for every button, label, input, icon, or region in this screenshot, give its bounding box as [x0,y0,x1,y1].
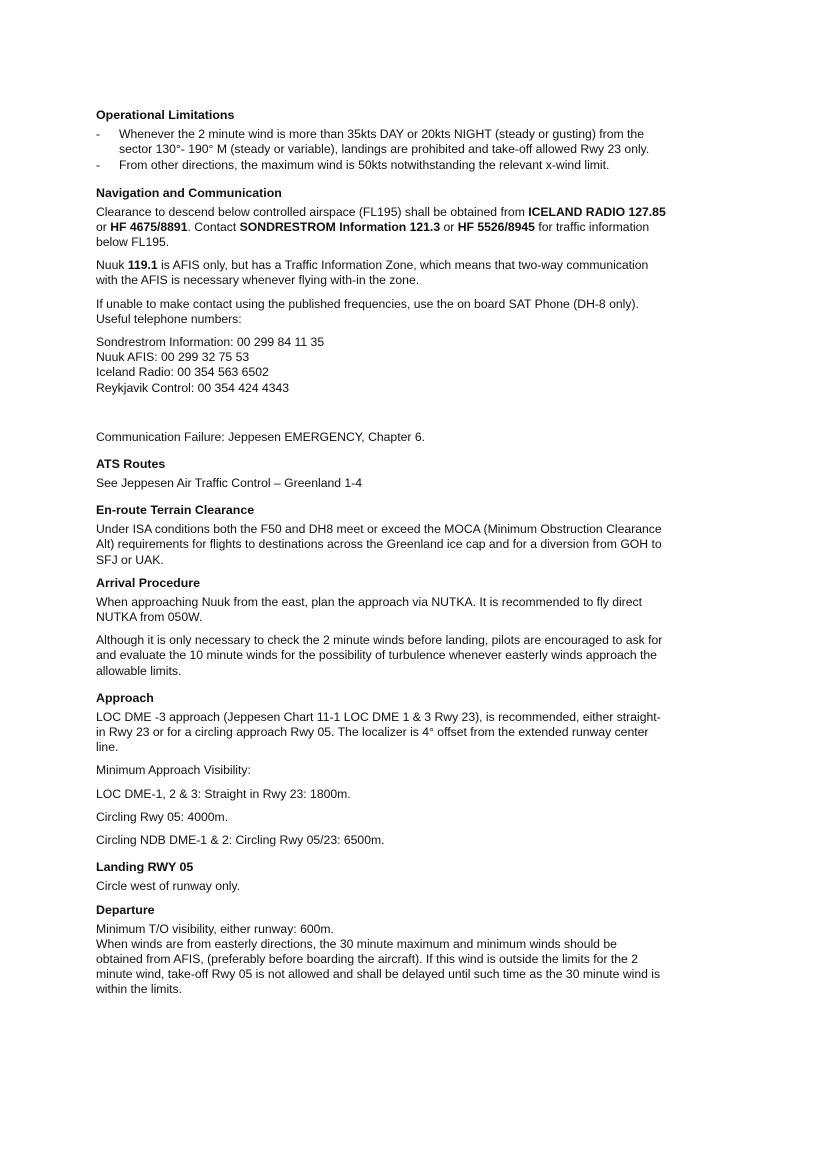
text-run: Clearance to descend below controlled airspace (FL195) shall be obtained from [96,204,529,219]
afis-paragraph [96,258,666,288]
text-run: Nuuk [96,258,128,273]
heading-navigation-communication: Navigation and Communication [96,185,282,200]
ats-text: See Jeppesen Air Traffic Control – Greenland 1-4 [96,476,363,491]
section-departure [96,903,666,998]
section-arrival-procedure [96,576,666,679]
approach-paragraph: Circling NDB DME-1 & 2: Circling Rwy 05/23: 6500m. [96,833,385,848]
text-run-bold: 119.1 [127,258,158,273]
approach-paragraph: Circling Rwy 05: 4000m. [96,809,229,824]
text-run-bold: HF 5526/8945 [457,219,535,234]
heading-arrival-procedure: Arrival Procedure [96,575,200,590]
departure-line: Minimum T/O visibility, either runway: 600m. [96,921,334,936]
approach-paragraph: Minimum Approach Visibility: [96,763,251,778]
heading-approach: Approach [96,690,154,705]
phone-line: Nuuk AFIS: 00 299 32 75 53 [96,350,250,365]
departure-paragraph [96,922,666,998]
sat-phone-paragraph: If unable to make contact using the published frequencies, use the on board SAT Phone (DH-8 only). Useful telephone numbers: [96,296,639,326]
heading-ats-routes: ATS Routes [96,457,166,472]
phone-line: Reykjavik Control: 00 354 424 4343 [96,380,290,395]
section-ats-routes [96,457,666,491]
limitation-item: - Whenever the 2 minute wind is more than 35kts DAY or 20kts NIGHT (steady or gusting) from the sector 130°- 190° M (steady or variable), landings are prohibited and take-off allowed Rwy 23 only. [96,127,666,157]
departure-line: When winds are from easterly directions, the 30 minute maximum and minimum winds should be obtained from AFIS, (preferably before boarding the aircraft). If this wind is outside the limits for the 2 minute wind, take-off Rwy 05 is not allowed and shall be delayed until such time as the 30 minute wind is within the limits. [96,936,661,997]
arrival-paragraph: Although it is only necessary to check the 2 minute winds before landing, pilots are encouraged to ask for and evaluate the 10 minute winds for the possibility of turbulence whenever easterly winds approach the allowable limits. [96,633,663,678]
heading-terrain-clearance: En-route Terrain Clearance [96,503,255,518]
terrain-text: Under ISA conditions both the F50 and DH8 meet or exceed the MOCA (Minimum Obstruction Clearance Alt) requirements for flights to destinations across the Greenland ice cap and for a diversion from GOH to SFJ or UAK. [96,522,662,567]
section-operational-limitations [96,108,666,174]
limitations-list [96,127,666,174]
text-run: for traffic information below FL195. [96,219,650,250]
phone-line: Sondrestrom Information: 00 299 84 11 35 [96,335,325,350]
landing-text: Circle west of runway only. [96,879,241,894]
heading-departure: Departure [96,902,155,917]
section-approach [96,691,666,848]
approach-paragraph: LOC DME-1, 2 & 3: Straight in Rwy 23: 1800m. [96,786,351,801]
text-run-bold: HF 4675/8891 [110,219,188,234]
section-landing [96,860,666,894]
text-run: or [96,219,111,234]
comm-failure-text: Communication Failure: Jeppesen EMERGENCY, Chapter 6. [96,429,425,444]
arrival-paragraph: When approaching Nuuk from the east, plan the approach via NUTKA. It is recommended to fly direct NUTKA from 050W. [96,594,642,625]
clearance-paragraph [96,205,666,251]
heading-landing: Landing RWY 05 [96,860,194,875]
text-run: . Contact [187,219,240,234]
phone-line: Iceland Radio: 00 354 563 6502 [96,365,269,380]
heading-operational-limitations: Operational Limitations [96,108,235,122]
text-run-bold: ICELAND RADIO 127.85 [528,204,666,219]
text-run-bold: SONDRESTROM Information 121.3 [239,219,441,234]
document-page [96,108,666,1006]
section-navigation-communication [96,186,666,445]
limitation-item: - From other directions, the maximum wind is 50kts notwithstanding the relevant x-wind limit. [96,158,666,173]
approach-paragraph: LOC DME -3 approach (Jeppesen Chart 11-1 LOC DME 1 & 3 Rwy 23), is recommended, either straight-in Rwy 23 or for a circling approach Rwy 05. The localizer is 4° offset from the extended runway center line. [96,709,661,755]
phone-list [96,335,666,396]
text-run: is AFIS only, but has a Traffic Information Zone, which means that two-way communication with the AFIS is necessary whenever flying with-in the zone. [96,258,649,288]
section-terrain-clearance [96,503,666,568]
text-run: or [440,219,458,234]
